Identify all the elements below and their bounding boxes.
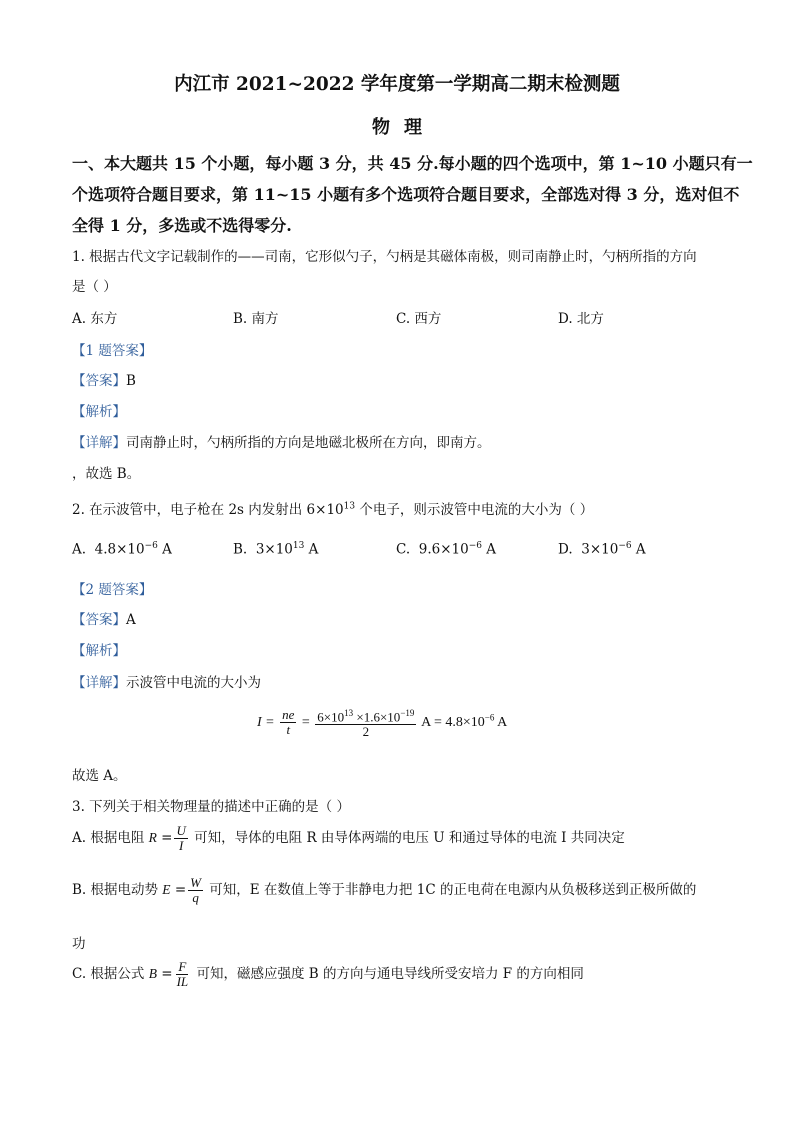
option-label: D. (558, 541, 573, 558)
question-3-stem: 3. 下列关于相关物理量的描述中正确的是（ ） (72, 799, 350, 815)
answer-value: A (126, 612, 136, 628)
fraction-numerator: $6\times 10^{13} \times 1.6\times 10^{-19}$ (317, 708, 415, 725)
formula-equals: = (301, 714, 310, 730)
option-prefix: A. 根据电阻 (72, 830, 149, 846)
option-suffix: 可知，导体的电阻 R 由导体两端的电压 U 和通过导体的电流 I 共同决定 (189, 830, 625, 846)
option-exponent: −6 (144, 541, 158, 551)
question-2-detail (72, 671, 261, 691)
question-1-analysis-label: 【解析】 (72, 404, 126, 420)
option-prefix: C. 根据公式 (72, 966, 149, 982)
fraction-numerator: ne (282, 707, 295, 723)
question-1-conclusion: ，故选 B。 (72, 466, 141, 482)
question-2-formula (257, 706, 507, 739)
answer-value: B (126, 373, 136, 389)
stem-text-a: 2. 在示波管中，电子枪在 2s 内发射出 6×10 (72, 502, 344, 518)
option-exponent: −6 (618, 541, 632, 551)
fraction-denominator: IL (176, 974, 189, 989)
option-unit: A (481, 541, 497, 558)
option-mantissa: 3×10 (581, 541, 619, 558)
question-1-answer (72, 369, 136, 389)
question-2-option-a (72, 541, 172, 558)
stem-text-b: 个电子，则示波管中电流的大小为（ ） (355, 502, 594, 518)
formula-lhs: I = (257, 714, 275, 730)
fraction-numerator: U (176, 823, 186, 838)
fraction-denominator: t (286, 722, 291, 738)
option-fraction (188, 876, 203, 905)
question-1-option-d: D. 北方 (558, 311, 604, 327)
detail-label: 【详解】 (72, 675, 126, 691)
option-mantissa: 4.8×10 (94, 541, 145, 558)
formula-fraction-numeric (315, 706, 416, 739)
option-mantissa: 3×10 (255, 541, 293, 558)
option-mantissa: 9.6×10 (418, 541, 469, 558)
option-variable: E (162, 882, 171, 897)
option-exponent: −6 (468, 541, 482, 551)
detail-text: 司南静止时，勺柄所指的方向是地磁北极所在方向，即南方。 (126, 435, 491, 451)
fraction-numerator: F (178, 959, 187, 974)
question-3-option-b-continuation: 功 (72, 936, 86, 952)
fraction-denominator: I (179, 838, 184, 853)
option-exponent: 13 (292, 541, 305, 551)
question-1-answer-header: 【1 题答案】 (72, 343, 153, 359)
question-1-option-b: B. 南方 (233, 311, 279, 327)
option-label: A. (72, 541, 87, 558)
answer-label: 【答案】 (72, 612, 126, 628)
stem-exponent: 13 (343, 501, 356, 512)
question-2-option-d (558, 541, 646, 558)
formula-result: $A = 4.8\times 10^{-6}$ A (421, 712, 508, 730)
question-2-option-b (233, 541, 318, 558)
question-1-option-c: C. 西方 (396, 311, 442, 327)
option-suffix: 可知，磁感应强度 B 的方向与通电导线所受安培力 F 的方向相同 (192, 966, 584, 982)
question-2-stem (72, 498, 593, 518)
option-suffix: 可知，E 在数值上等于非静电力把 1C 的正电荷在电源内从负极移送到正极所做的 (205, 882, 697, 898)
question-2-option-c (396, 541, 496, 558)
question-2-analysis-label: 【解析】 (72, 643, 126, 659)
question-1-option-a: A. 东方 (72, 311, 118, 327)
option-unit: A (631, 541, 646, 558)
question-3-option-c: C. 根据公式 B = $\frac{F}{IL}$ 可知，磁感应强度 B 的方向与通电导线所受安培力 F 的方向相同 (72, 959, 584, 989)
section-instructions-line-1: 一、本大题共 15 个小题，每小题 3 分，共 45 分.每小题的四个选项中，第 1~10 小题只有一 (72, 154, 753, 173)
option-fraction (174, 824, 187, 853)
document-title: 内江市 2021~2022 学年度第一学期高二期末检测题 (174, 74, 620, 95)
option-variable: B (148, 966, 157, 981)
answer-label: 【答案】 (72, 373, 126, 389)
fraction-denominator: 2 (362, 724, 370, 740)
question-3-option-a: A. 根据电阻 R = $\frac{U}{I}$ 可知，导体的电阻 R 由导体两端的电压 U 和通过导体的电流 I 共同决定 (72, 823, 625, 853)
section-instructions-line-3: 全得 1 分，多选或不选得零分. (72, 216, 292, 235)
section-instructions-line-2: 个选项符合题目要求，第 11~15 小题有多个选项符合题目要求，全部选对得 3 分，选对但不 (72, 185, 740, 204)
option-label: C. (396, 541, 411, 558)
question-2-answer-header: 【2 题答案】 (72, 582, 153, 598)
option-variable: R (148, 830, 157, 845)
formula-fraction-ne-over-t (280, 708, 296, 737)
question-1-stem-line-1: 1. 根据古代文字记载制作的——司南，它形似勺子，勺柄是其磁体南极，则司南静止时，勺柄所指的方向 (72, 249, 697, 265)
question-1-stem-line-2: 是（ ） (72, 279, 117, 295)
question-2-conclusion: 故选 A。 (72, 768, 127, 784)
detail-label: 【详解】 (72, 435, 126, 451)
question-1-detail (72, 431, 491, 451)
question-3-option-b: B. 根据电动势 E = $\frac{W}{q}$ 可知，E 在数值上等于非静电力把 1C 的正电荷在电源内从负极移送到正极所做的 (72, 875, 697, 905)
fraction-numerator: W (190, 875, 201, 890)
option-fraction (175, 960, 191, 989)
detail-text: 示波管中电流的大小为 (126, 675, 261, 691)
option-label: B. (233, 541, 248, 558)
question-2-answer (72, 608, 136, 628)
option-unit: A (157, 541, 172, 558)
option-prefix: B. 根据电动势 (72, 882, 163, 898)
fraction-denominator: q (192, 890, 199, 905)
subject-title: 物理 (372, 117, 436, 138)
option-unit: A (304, 541, 319, 558)
